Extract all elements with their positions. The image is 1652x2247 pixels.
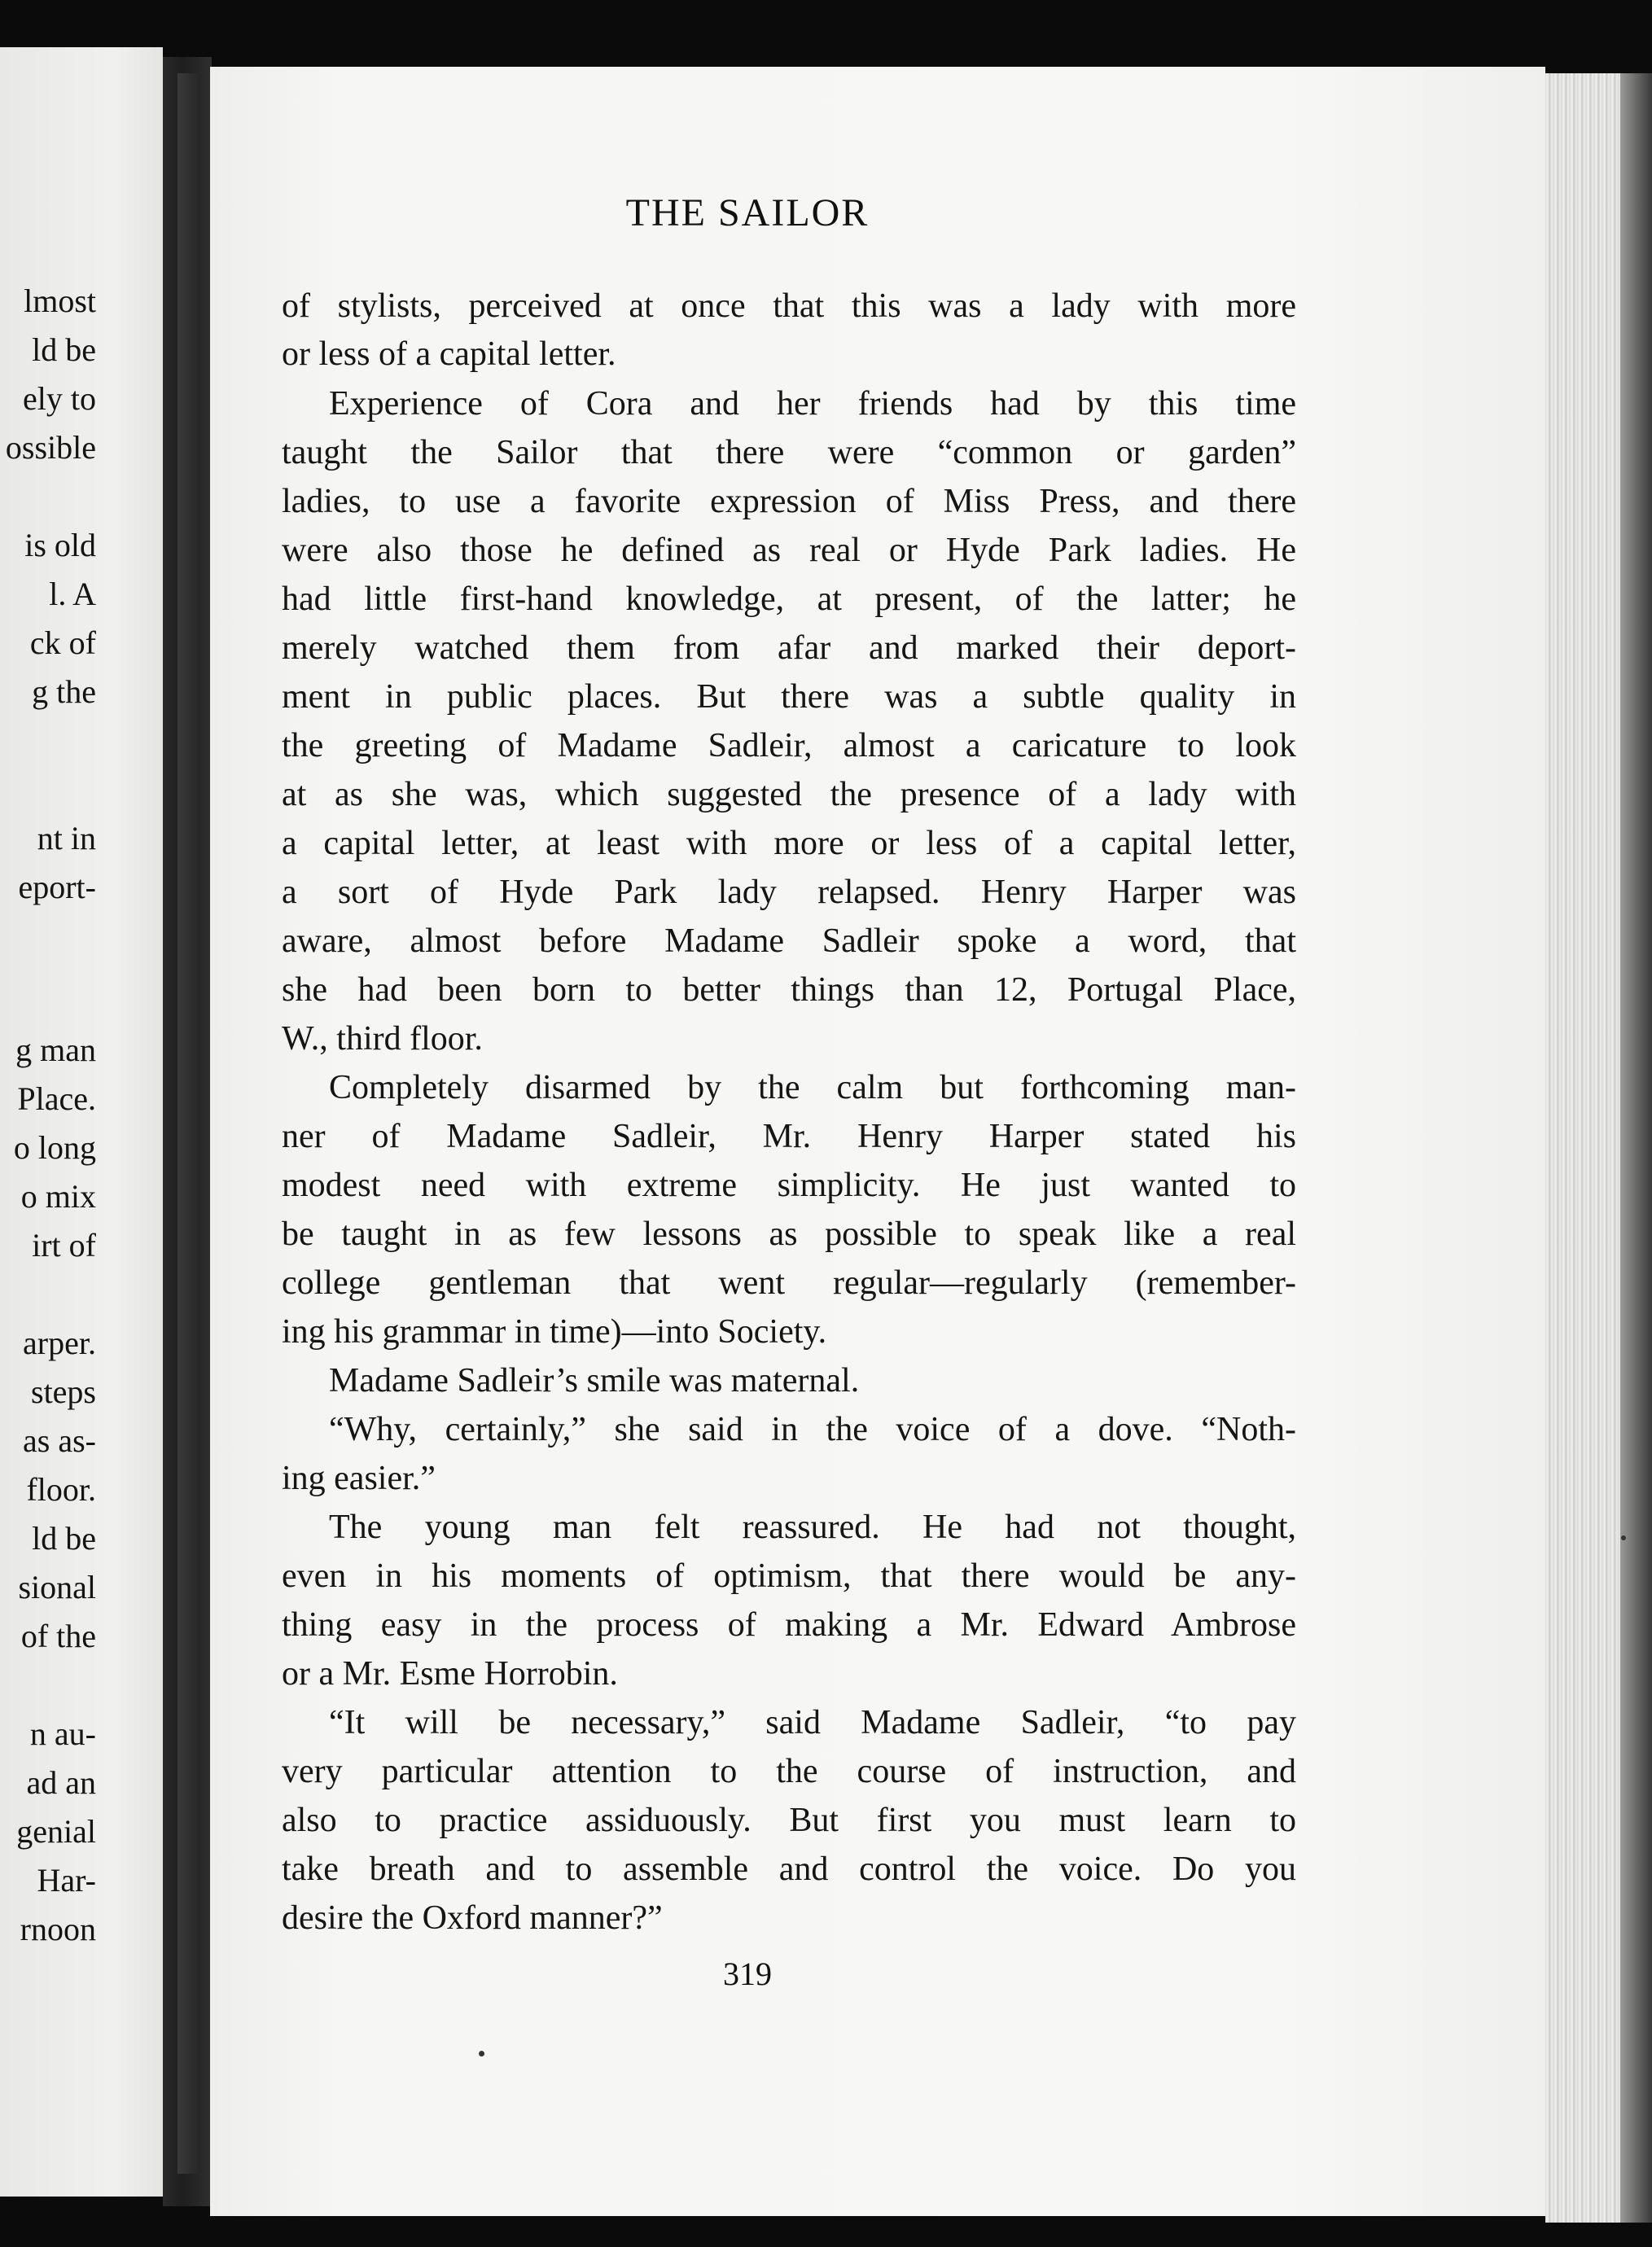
- fragment-line: sional: [18, 1569, 96, 1605]
- running-head: THE SAILOR: [625, 191, 870, 234]
- fragment-line: eport-: [18, 869, 96, 905]
- text-line: Madame Sadleir’s smile was maternal.: [329, 1362, 860, 1399]
- text-line: she had been born to better things than 12, Portugal Place,: [282, 971, 1296, 1009]
- fragment-line: g the: [32, 673, 96, 710]
- text-line: also to practice assiduously. But first you must learn to: [282, 1802, 1296, 1839]
- text-line: modest need with extreme simplicity. He just wanted to: [282, 1167, 1296, 1204]
- text-line: The young man felt reassured. He had not thought,: [329, 1509, 1296, 1546]
- text-line: be taught in as few lessons as possible to speak like a real: [282, 1215, 1296, 1253]
- text-line: at as she was, which suggested the presence of a lady with: [282, 776, 1296, 813]
- text-line: take breath and to assemble and control the voice. Do you: [282, 1851, 1296, 1888]
- spine-edge: [177, 73, 200, 2174]
- text-line: Completely disarmed by the calm but forthcoming man-: [329, 1069, 1296, 1106]
- fragment-line: o long: [13, 1129, 96, 1166]
- fragment-line: nt in: [37, 820, 96, 856]
- text-line: of stylists, perceived at once that this was a lady with more: [282, 287, 1296, 325]
- fragment-line: arper.: [23, 1325, 96, 1361]
- text-line: merely watched them from afar and marked their deport-: [282, 629, 1296, 667]
- text-line: “Why, certainly,” she said in the voice of a dove. “Noth-: [329, 1411, 1296, 1448]
- text-line: ing his grammar in time)—into Society.: [282, 1313, 827, 1351]
- page-edges-shadow: [1620, 73, 1652, 2223]
- fragment-line: ck of: [29, 624, 96, 661]
- fragment-line: irt of: [32, 1227, 96, 1264]
- text-line: ladies, to use a favorite expression of Miss Press, and there: [282, 483, 1296, 520]
- text-line: Experience of Cora and her friends had by this time: [329, 385, 1296, 423]
- text-line: the greeting of Madame Sadleir, almost a caricature to look: [282, 727, 1296, 764]
- text-line: ing easier.”: [282, 1460, 436, 1497]
- fragment-line: rnoon: [20, 1911, 96, 1947]
- text-line: ment in public places. But there was a subtle quality in: [282, 678, 1296, 716]
- fragment-line: ad an: [26, 1764, 96, 1801]
- text-line: desire the Oxford manner?”: [282, 1899, 663, 1937]
- text-line: college gentleman that went regular—regularly (remember-: [282, 1264, 1296, 1302]
- previous-page: [0, 47, 163, 2197]
- fragment-line: ld be: [32, 331, 96, 368]
- fragment-line: ely to: [23, 380, 96, 417]
- dust-speck: [479, 2051, 484, 2056]
- fragment-line: Place.: [17, 1080, 96, 1117]
- text-line: very particular attention to the course of instruction, and: [282, 1753, 1296, 1790]
- fragment-line: as as-: [23, 1422, 96, 1459]
- text-line: a capital letter, at least with more or less of a capital letter,: [282, 825, 1296, 862]
- fragment-line: genial: [16, 1813, 96, 1850]
- text-line: W., third floor.: [282, 1020, 483, 1058]
- text-line: even in his moments of optimism, that there would be any-: [282, 1557, 1296, 1595]
- fragment-line: n au-: [29, 1715, 96, 1752]
- fragment-line: l. A: [49, 576, 96, 612]
- text-line: taught the Sailor that there were “common or garden”: [282, 434, 1296, 471]
- text-line: were also those he defined as real or Hyde Park ladies. He: [282, 532, 1296, 569]
- fragment-line: steps: [31, 1373, 96, 1410]
- fragment-line: g man: [15, 1032, 96, 1068]
- text-line: thing easy in the process of making a Mr. Edward Ambrose: [282, 1606, 1296, 1644]
- fragment-line: is old: [24, 527, 96, 563]
- fragment-line: ossible: [5, 429, 96, 466]
- fragment-line: lmost: [24, 283, 96, 319]
- fragment-line: ld be: [32, 1520, 96, 1557]
- dust-speck: [1621, 1535, 1626, 1540]
- text-line: or a Mr. Esme Horrobin.: [282, 1655, 618, 1693]
- text-line: had little first-hand knowledge, at present, of the latter; he: [282, 580, 1296, 618]
- fragment-line: of the: [20, 1618, 96, 1654]
- fragment-line: Har-: [37, 1862, 96, 1899]
- page-number: 319: [723, 1956, 772, 1992]
- text-line: ner of Madame Sadleir, Mr. Henry Harper stated his: [282, 1118, 1296, 1155]
- text-line: or less of a capital letter.: [282, 335, 616, 373]
- page-edges: [1545, 73, 1627, 2223]
- text-line: “It will be necessary,” said Madame Sadleir, “to pay: [329, 1704, 1296, 1741]
- text-line: aware, almost before Madame Sadleir spoke a word, that: [282, 922, 1296, 960]
- text-line: a sort of Hyde Park lady relapsed. Henry Harper was: [282, 874, 1296, 911]
- fragment-line: o mix: [20, 1178, 96, 1215]
- fragment-line: floor.: [26, 1471, 96, 1508]
